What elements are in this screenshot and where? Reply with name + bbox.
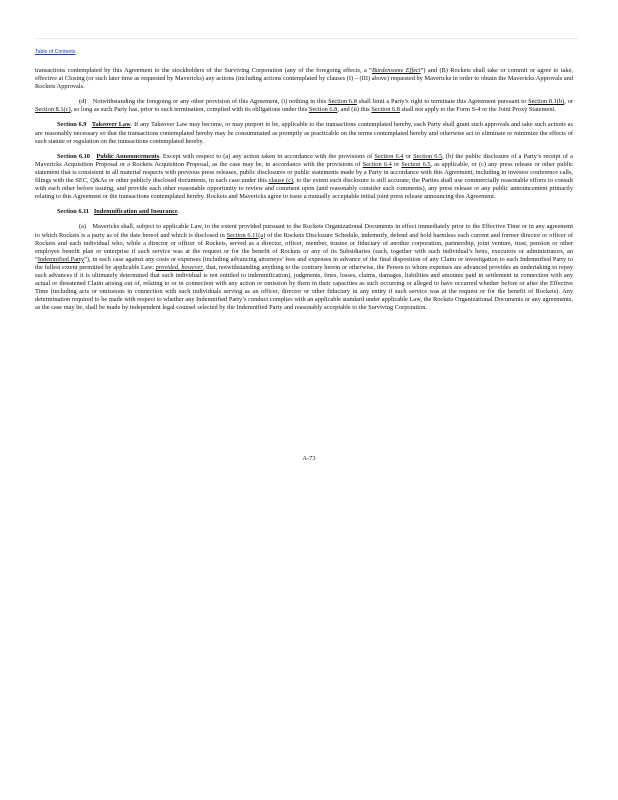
paragraph-6-11-a: (a) Mavericks shall, subject to applicable Law, to the extent provided pursuant to the Rockets Organizational Documents in effect immediately prior to the Effective Time or in any agreement to which Rockets is a party as of the date hereof and which is disclosed in Section 6.11(a) of the Rockets Disclosure Schedule, indemnify, defend and hold harmless each current and former director or officer of Rockets and each individual who, while a director or officer of Rockets, served as a director, officer, member, trustee or fiduciary of another corporation, partnership, joint venture, trust, pension or other employee benefit plan or enterprise if such service was at the request or for the benefit of Rockets or any of its Subsidiaries (each, together with such individual’s heirs, executors or administrators, an “Indemnified Party”), in each case against any costs or expenses (including advancing attorneys’ fees and expenses in advance of the final disposition of any Claim or investigation to each Indemnified Party to the fullest extent permitted by applicable Law; provided, however, that, notwithstanding anything to the contrary herein or otherwise, the Person to whom expenses are advanced provides an undertaking to repay such advances if it is ultimately determined that such individual is not entitled to indemnification), judgments, fines, losses, claims, damages, liabilities and amounts paid in settlement in connection with any actual or threatened Claim arising out of, relating to or in connection with any action or omission by them in their capacities as such occurring or alleged to have occurred whether before or after the Effective Time (including acts or omissions in connection with such individuals serving as an officer, director or other fiduciary in any entity if such service was at the request or for the benefit of Rockets). Any determination required to be made with respect to whether any Indemnified Party’s conduct complies with an applicable standard under applicable Law, the Rockets Organizational Documents or any agreements, as the case may be, shall be made by independent legal counsel selected by the Indemnified Party and reasonably acceptable to the Surviving Corporation. (35, 223, 573, 312)
section-heading: Takeover Law (91, 121, 131, 129)
section-ref-link[interactable]: Section 6.5 (401, 160, 431, 168)
page-number: A-73 (302, 455, 316, 462)
section-heading: Public Announcements (96, 152, 160, 160)
section-6-9-takeover-law: Section 6.9 Takeover Law. If any Takeover Law may become, or may purport to be, applicable to the transactions contemplated hereby, each Party shall grant such approvals and take such actions as are reasonably necessary so that the transactions contemplated hereby may be consummated as promptly as practicable on the terms contemplated hereby and otherwise act to eliminate or minimize the effects of such statute or regulation on the transactions contemplated hereby. (35, 121, 573, 145)
paragraph-6-8-d: (d) Notwithstanding the foregoing or any other provision of this Agreement, (i) nothing in this Section 6.8 shall limit a Party’s right to terminate this Agreement pursuant to Section 8.1(b), or Section 8.1(c), so long as such Party has, prior to such termination, complied with its obligations under this Section 6.8, and (ii) this Section 6.8 shall not apply to the Form S-4 or the Joint Proxy Statement. (35, 98, 573, 114)
section-ref-link[interactable]: Section 6.8 (308, 106, 338, 114)
clause-ref-link[interactable]: clause (c) (268, 177, 294, 185)
section-ref-link[interactable]: Section 6.8 (371, 106, 400, 114)
defined-term-burdensome-effect: Burdensome Effect (371, 67, 421, 74)
document-body (35, 67, 573, 312)
paragraph-burdensome-effect: transactions contemplated by this Agreement to the stockholders of the Surviving Corporation (any of the foregoing effects, a “Burdensome Effect”) and (B) Rockets shall take or commit or agree to take, effective at Closing (or such later time as requested by Mavericks) any actions (including actions contemplated by clauses (I) – (III) above) requested by Mavericks in order to obtain the Mavericks Approvals and Rockets Approvals. (35, 67, 573, 91)
section-6-10-public-announcements: Section 6.10 Public Announcements. Except with respect to (a) any action taken in accordance with the provisions of Section 6.4 or Section 6.5, (b) the public disclosure of a Party’s receipt of a Mavericks Acquisition Proposal or a Rockets Acquisition Proposal, as the case may be, in accordance with the provisions of Section 6.4 or Section 6.5, as applicable, or (c) any press release or other public statement that is consistent in all material respects with previous press releases, public disclosures or public statements made by a Party in accordance with this Agreement, including in investor conference calls, filings with the SEC, Q&As or other publicly disclosed documents, in each case under this clause (c), to the extent such disclosure is still accurate, the Parties shall use commercially reasonable efforts to consult with each other before issuing, and provide each other reasonable opportunity to review and comment upon (and reasonably consider such comments), any press release or any public announcement primarily relating to this Agreement or the transactions contemplated hereby. Rockets and Mavericks agree to issue a mutually acceptable initial joint press release announcing this Agreement. (35, 152, 573, 201)
proviso-term: provided, however (155, 263, 203, 271)
defined-term-indemnified-party: Indemnified Party (37, 255, 85, 263)
section-ref-link[interactable]: Section 8.1(b) (528, 98, 565, 106)
section-ref-link[interactable]: Section 6.8 (328, 98, 357, 106)
section-number: Section 6.10 (57, 152, 90, 160)
section-ref-link[interactable]: Section 6.5 (413, 152, 443, 160)
section-number: Section 6.9 (57, 121, 87, 129)
section-6-11-heading: Section 6.11 Indemnification and Insurance. (57, 208, 180, 216)
section-ref-link[interactable]: Section 8.1(c) (35, 106, 71, 114)
section-heading: Indemnification and Insurance (93, 208, 178, 216)
section-ref-link[interactable]: Section 6.4 (362, 160, 392, 168)
section-ref-link[interactable]: Section 6.11(a) (226, 231, 266, 239)
section-number: Section 6.11 (57, 208, 90, 216)
table-of-contents-link[interactable]: Table of Contents (35, 49, 76, 55)
section-ref-link[interactable]: Section 6.4 (374, 152, 404, 160)
header-divider (35, 38, 578, 39)
